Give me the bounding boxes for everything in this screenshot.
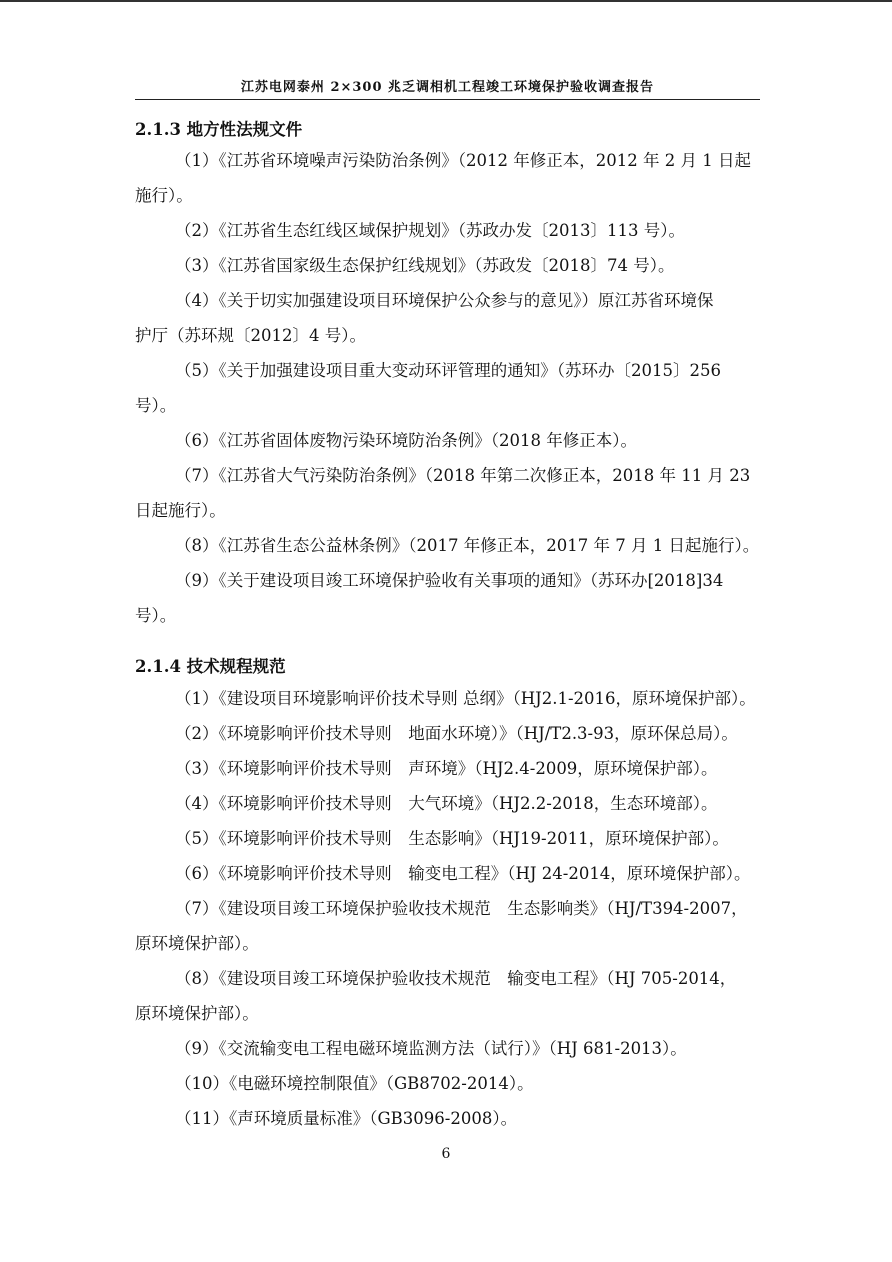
document-header: 江苏电网泰州 2×300 兆乏调相机工程竣工环境保护验收调查报告 xyxy=(240,80,655,95)
top-border xyxy=(0,0,892,2)
section-heading-2-1-3: 2.1.3 地方性法规文件 xyxy=(135,120,303,139)
list-item-continuation: 号）。 xyxy=(135,606,177,625)
list-item-continuation: 施行）。 xyxy=(135,186,193,205)
list-item-continuation: 护厅（苏环规〔2012〕4 号）。 xyxy=(135,326,366,345)
list-item: （2）《环境影响评价技术导则 地面水环境）》（HJ/T2.3-93，原环保总局）。 xyxy=(175,724,738,743)
list-item: （4）《环境影响评价技术导则 大气环境》（HJ2.2-2018，生态环境部）。 xyxy=(175,794,718,813)
list-item-continuation: 号）。 xyxy=(135,396,177,415)
list-item: （3）《环境影响评价技术导则 声环境》（HJ2.4-2009，原环境保护部）。 xyxy=(175,759,718,778)
list-item: （2）《江苏省生态红线区域保护规划》（苏政办发〔2013〕113 号）。 xyxy=(175,221,685,240)
list-item: （9）《关于建设项目竣工环境保护验收有关事项的通知》（苏环办[2018]34 xyxy=(175,571,724,590)
list-item-continuation: 日起施行）。 xyxy=(135,501,226,520)
list-item: （5）《关于加强建设项目重大变动环评管理的通知》（苏环办〔2015〕256 xyxy=(175,361,721,380)
list-item: （6）《环境影响评价技术导则 输变电工程》（HJ 24-2014，原环境保护部）。 xyxy=(175,864,751,883)
header-rule xyxy=(135,99,760,100)
list-item: （4）《关于切实加强建设项目环境保护公众参与的意见》）原江苏省环境保 xyxy=(175,291,714,310)
list-item: （8）《江苏省生态公益林条例》（2017 年修正本，2017 年 7 月 1 日起施行）。 xyxy=(175,536,760,555)
list-item: （6）《江苏省固体废物污染环境防治条例》（2018 年修正本）。 xyxy=(175,431,637,450)
section-heading-2-1-4: 2.1.4 技术规程规范 xyxy=(135,657,286,676)
list-item: （3）《江苏省国家级生态保护红线规划》（苏政发〔2018〕74 号）。 xyxy=(175,256,675,275)
list-item: （9）《交流输变电工程电磁环境监测方法（试行）》（HJ 681-2013）。 xyxy=(175,1039,687,1058)
list-item: （5）《环境影响评价技术导则 生态影响》（HJ19-2011，原环境保护部）。 xyxy=(175,829,729,848)
list-item: （7）《江苏省大气污染防治条例》（2018 年第二次修正本，2018 年 11 月 23 xyxy=(175,466,751,485)
list-item: （10）《电磁环境控制限值》（GB8702-2014）。 xyxy=(175,1074,534,1093)
list-item-continuation: 原环境保护部）。 xyxy=(135,1004,259,1023)
list-item: （1）《建设项目环境影响评价技术导则 总纲》（HJ2.1-2016，原环境保护部）。 xyxy=(175,689,756,708)
list-item: （8）《建设项目竣工环境保护验收技术规范 输变电工程》（HJ 705-2014， xyxy=(175,969,737,988)
list-item: （11）《声环境质量标准》（GB3096-2008）。 xyxy=(175,1109,518,1128)
list-item: （1）《江苏省环境噪声污染防治条例》（2012 年修正本，2012 年 2 月 1 日起 xyxy=(175,151,751,170)
list-item: （7）《建设项目竣工环境保护验收技术规范 生态影响类》（HJ/T394-2007， xyxy=(175,899,748,918)
page-number: 6 xyxy=(441,1146,451,1162)
list-item-continuation: 原环境保护部）。 xyxy=(135,934,259,953)
